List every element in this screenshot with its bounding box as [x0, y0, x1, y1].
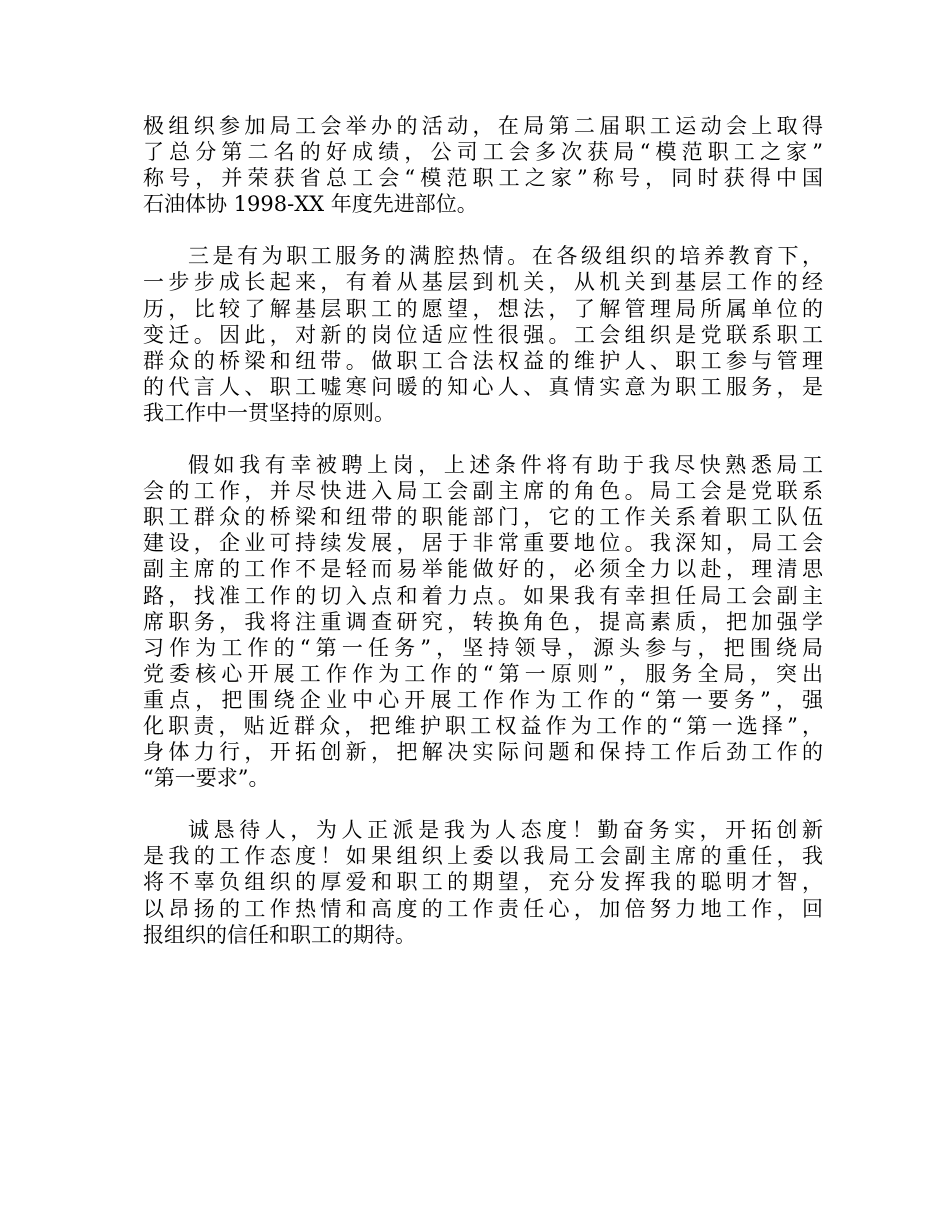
- paragraph-3: [143, 452, 823, 791]
- text-line: 石油体协 1998-XX 年度先进部位。: [143, 192, 478, 217]
- text-line: 是我的工作态度！如果组织上委以我局工会副主席的重任，我: [143, 844, 823, 869]
- text-line: 党委核心开展工作作为工作的“第一原则”，服务全局，突出: [143, 661, 823, 686]
- text-line: 以昂扬的工作热情和高度的工作责任心，加倍努力地工作，回: [143, 896, 823, 921]
- text-line: 习作为工作的“第一任务”，坚持领导，源头参与，把围绕局: [143, 635, 823, 660]
- text-line: 重点，把围绕企业中心开展工作作为工作的“第一要务”，强: [143, 687, 823, 712]
- text-line: 路，找准工作的切入点和着力点。如果我有幸担任局工会副主: [143, 583, 823, 608]
- text-line: 身体力行，开拓创新，把解决实际问题和保持工作后劲工作的: [143, 740, 823, 765]
- document-page: [143, 113, 823, 974]
- text-line: 称号，并荣获省总工会“模范职工之家”称号，同时获得中国: [143, 166, 823, 191]
- text-line: 席职务，我将注重调查研究，转换角色，提高素质，把加强学: [143, 609, 823, 634]
- paragraph-1: [143, 113, 823, 217]
- text-line: 假如我有幸被聘上岗，上述条件将有助于我尽快熟悉局工: [188, 453, 823, 478]
- text-line: 报组织的信任和职工的期待。: [143, 922, 416, 947]
- paragraph-4: [143, 817, 823, 947]
- text-line: 三是有为职工服务的满腔热情。在各级组织的培养教育下，: [188, 244, 823, 269]
- text-line: 群众的桥梁和纽带。做职工合法权益的维护人、职工参与管理: [143, 348, 823, 373]
- text-line: 历，比较了解基层职工的愿望，想法，了解管理局所属单位的: [143, 296, 823, 321]
- text-line: 的代言人、职工嘘寒问暖的知心人、真情实意为职工服务，是: [143, 374, 823, 399]
- text-line: 会的工作，并尽快进入局工会副主席的角色。局工会是党联系: [143, 479, 823, 504]
- text-line: 建设，企业可持续发展，居于非常重要地位。我深知，局工会: [143, 531, 823, 556]
- text-line: 职工群众的桥梁和纽带的职能部门，它的工作关系着职工队伍: [143, 505, 823, 530]
- text-line: 变迁。因此，对新的岗位适应性很强。工会组织是党联系职工: [143, 322, 823, 347]
- text-line: 一步步成长起来，有着从基层到机关，从机关到基层工作的经: [143, 270, 823, 295]
- text-line: 副主席的工作不是轻而易举能做好的，必须全力以赴，理清思: [143, 557, 823, 582]
- text-line: “第一要求”。: [143, 766, 270, 791]
- text-line: 化职责，贴近群众，把维护职工权益作为工作的“第一选择”，: [143, 713, 823, 738]
- text-line: 诚恳待人，为人正派是我为人态度！勤奋务实，开拓创新: [188, 818, 823, 843]
- text-line: 了总分第二名的好成绩，公司工会多次获局“模范职工之家”: [143, 140, 823, 165]
- text-line: 将不辜负组织的厚爱和职工的期望，充分发挥我的聪明才智，: [143, 870, 823, 895]
- text-line: 我工作中一贯坚持的原则。: [143, 400, 395, 425]
- text-line: 极组织参加局工会举办的活动，在局第二届职工运动会上取得: [143, 114, 823, 138]
- paragraph-2: [143, 243, 823, 426]
